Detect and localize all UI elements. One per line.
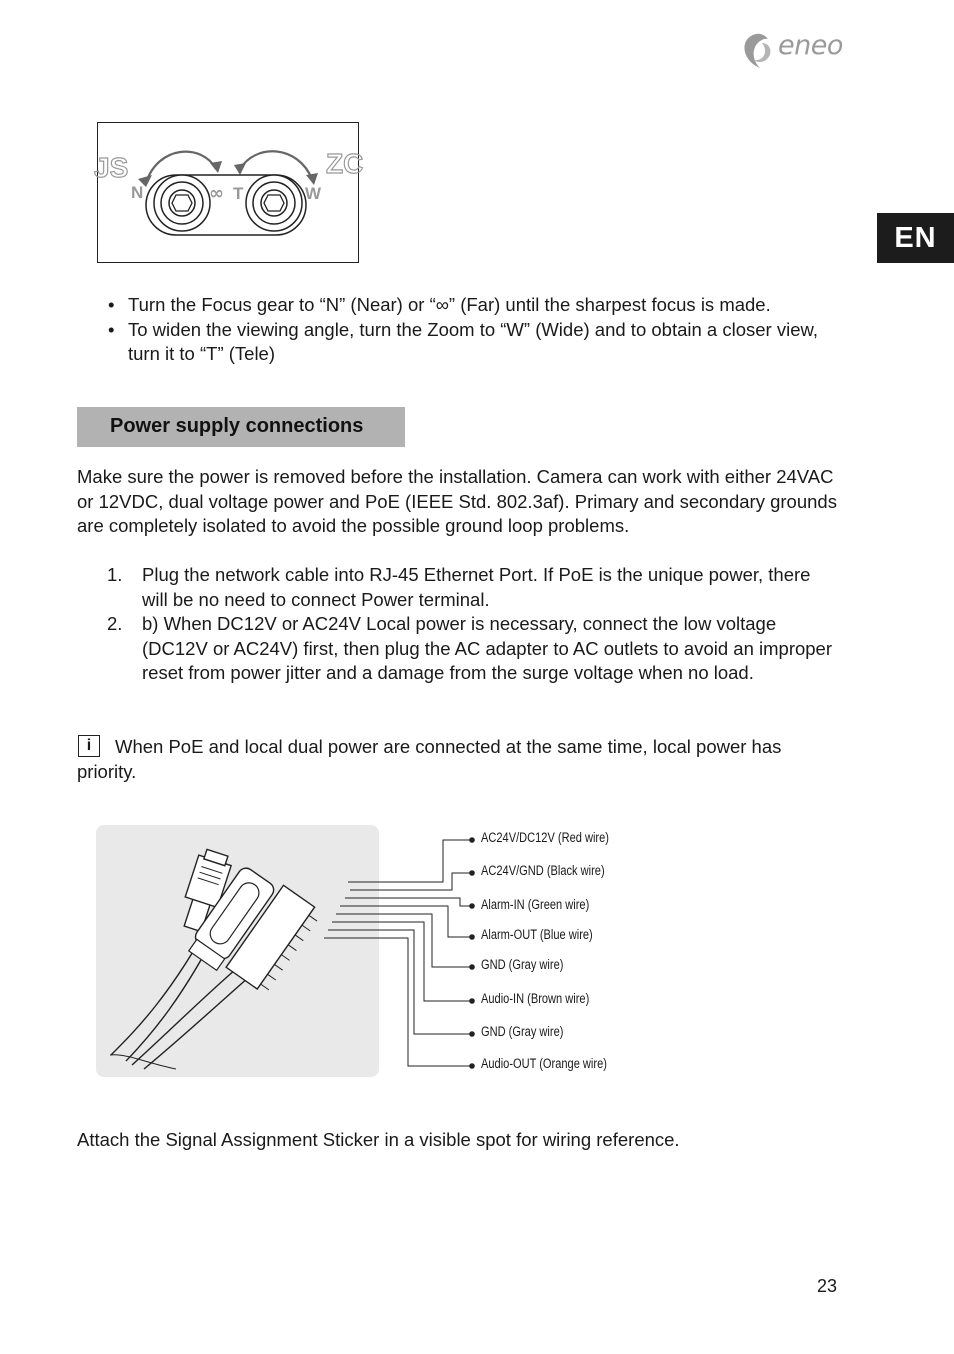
info-icon: i: [78, 735, 100, 757]
step-text: Plug the network cable into RJ-45 Ethernet Port. If PoE is the unique power, there will be no need to connect Power terminal.: [142, 564, 811, 610]
section-title: Power supply connections: [110, 415, 364, 437]
wire-label: Alarm-IN (Green wire): [481, 897, 590, 912]
lens-instructions-list: [108, 293, 828, 367]
list-item: [107, 563, 837, 612]
focus-zoom-figure: [94, 122, 364, 263]
wire-label: Audio-OUT (Orange wire): [481, 1056, 607, 1071]
wire-label: AC24V/GND (Black wire): [481, 863, 605, 878]
wire-label: AC24V/DC12V (Red wire): [481, 830, 609, 845]
step-number: 1.: [107, 564, 123, 585]
wire-label: Alarm-OUT (Blue wire): [481, 927, 593, 942]
list-item: • To widen the viewing angle, turn the Zoom to “W” (Wide) and to obtain a closer view, turn it to “T” (Tele): [108, 318, 828, 367]
near-label: N: [131, 183, 144, 202]
cable-drawing: [96, 825, 379, 1077]
steps-list: [107, 563, 837, 686]
label-left-partial: JS: [94, 152, 129, 183]
wire-label: GND (Gray wire): [481, 957, 564, 972]
tele-label: T: [233, 184, 244, 203]
brand-name: eneo: [778, 30, 843, 61]
note-text: When PoE and local dual power are connected at the same time, local power has priority.: [77, 736, 782, 782]
list-item: • Turn the Focus gear to “N” (Near) or “∞” (Far) until the sharpest focus is made.: [108, 293, 828, 318]
step-number: 2.: [107, 613, 123, 634]
intro-paragraph: Make sure the power is removed before the installation. Camera can work with either 24VAC or 12VDC, dual voltage power and PoE (IEEE Std. 802.3af). Primary and secondary grounds are completely isolated to avoid the possible ground loop problems.: [77, 466, 837, 536]
wire-label: Audio-IN (Brown wire): [481, 991, 590, 1006]
list-item: [107, 612, 837, 686]
sticker-instruction: Attach the Signal Assignment Sticker in a visible spot for wiring reference.: [77, 1129, 680, 1150]
step-text: b) When DC12V or AC24V Local power is necessary, connect the low voltage (DC12V or AC24V) first, then plug the AC adapter to AC outlets to avoid an improper reset from power jitter and a damage from the surge voltage when no load.: [142, 613, 833, 683]
wire-label: GND (Gray wire): [481, 1024, 564, 1039]
cable-illustration: [96, 825, 379, 1077]
page-number: 23: [817, 1276, 838, 1296]
lens-adjustment-illustration: [94, 123, 364, 262]
far-label: ∞: [209, 183, 224, 204]
label-right-partial: ZC: [326, 148, 364, 179]
language-tab: EN: [877, 213, 954, 263]
wide-label: W: [305, 184, 322, 203]
